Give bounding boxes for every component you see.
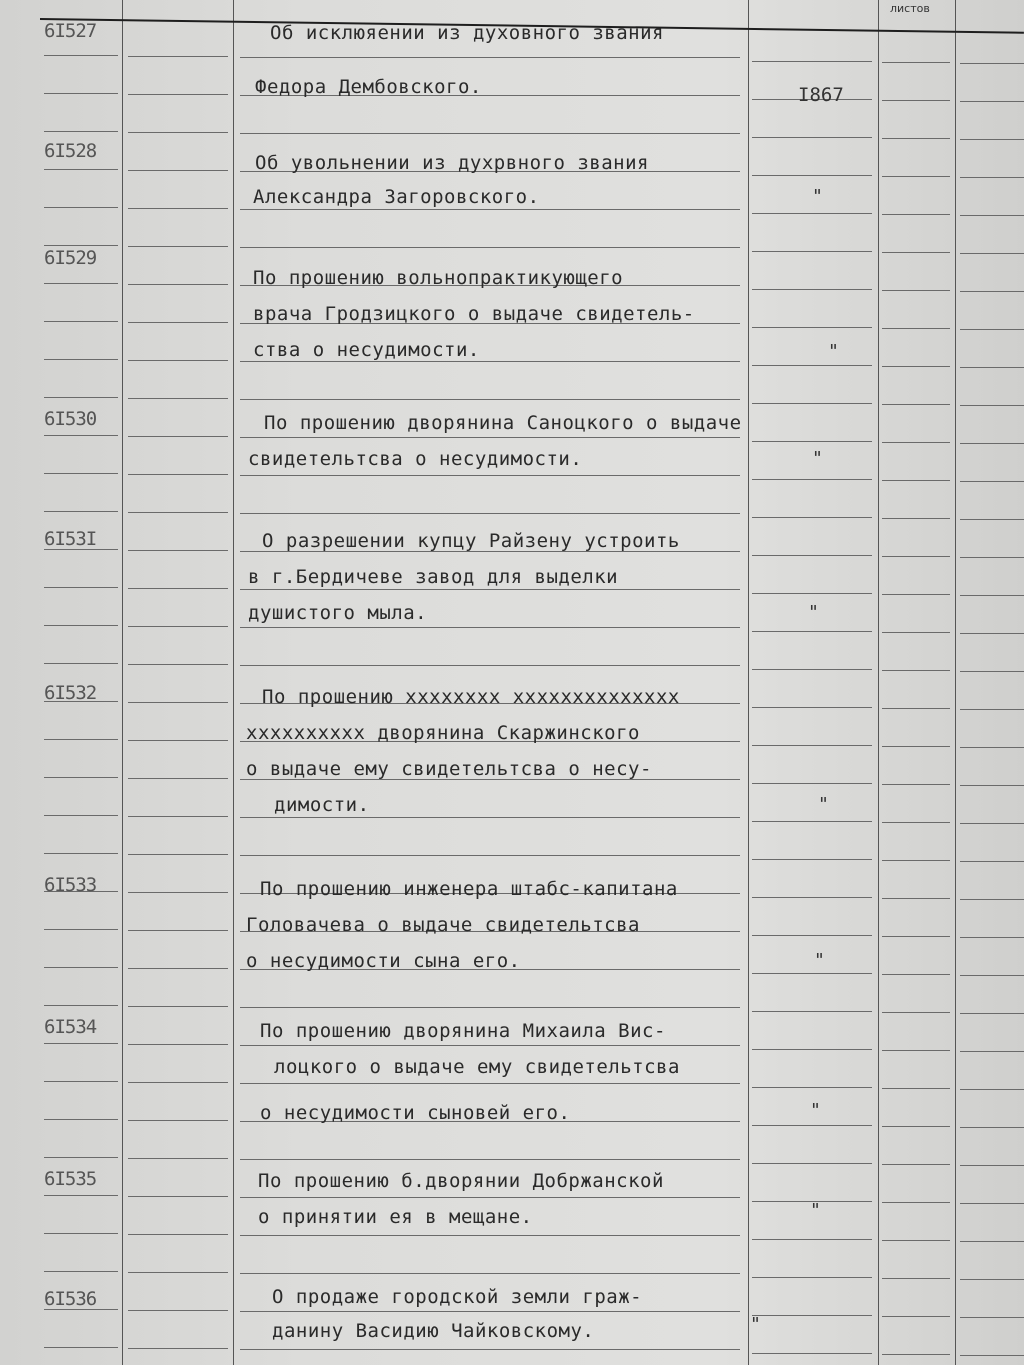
- entry-title-line: душистого мыла.: [248, 602, 428, 624]
- ruled-line: [960, 671, 1024, 672]
- ruled-line: [44, 1271, 118, 1272]
- entry-title-line: о несудимости сына его.: [246, 950, 521, 972]
- ruled-line: [882, 898, 950, 899]
- ruled-line: [960, 1127, 1024, 1128]
- ruled-line: [44, 245, 118, 246]
- ruled-line: [882, 366, 950, 367]
- ruled-line: [128, 512, 228, 513]
- ruled-line: [44, 815, 118, 816]
- ruled-line: [882, 974, 950, 975]
- ruled-line: [44, 131, 118, 132]
- ruled-line: [44, 1157, 118, 1158]
- ruled-line: [882, 176, 950, 177]
- ruled-line: [128, 1234, 228, 1235]
- ditto-mark: ": [814, 950, 825, 971]
- ruled-line: [960, 747, 1024, 748]
- ruled-line: [44, 739, 118, 740]
- ruled-line: [960, 367, 1024, 368]
- column-divider: [878, 0, 879, 1365]
- ruled-line: [128, 892, 228, 893]
- ruled-line: [752, 1315, 872, 1316]
- case-number: 6I532: [44, 682, 97, 704]
- ruled-line: [128, 94, 228, 95]
- ruled-line: [44, 625, 118, 626]
- ruled-line: [128, 56, 228, 57]
- ruled-line: [960, 1355, 1024, 1356]
- ruled-line: [882, 1164, 950, 1165]
- ruled-line: [960, 1013, 1024, 1014]
- case-number: 6I530: [44, 408, 97, 430]
- ruled-line: [44, 967, 118, 968]
- ruled-line: [752, 1277, 872, 1278]
- ruled-line: [960, 823, 1024, 824]
- entry-title-line: По прошению инженера штабс-капитана: [260, 878, 678, 900]
- ruled-line: [960, 1203, 1024, 1204]
- ditto-mark: ": [812, 448, 823, 469]
- ruled-line: [44, 1119, 118, 1120]
- ruled-line: [128, 664, 228, 665]
- ruled-line: [882, 214, 950, 215]
- ruled-line: [240, 361, 740, 362]
- ruled-line: [752, 1011, 872, 1012]
- ruled-line: [128, 322, 228, 323]
- ruled-line: [960, 937, 1024, 938]
- ruled-line: [128, 740, 228, 741]
- ruled-line: [752, 365, 872, 366]
- case-number: 6I527: [44, 20, 97, 42]
- ruled-line: [128, 398, 228, 399]
- entry-title-line: По прошению дворянина Михаила Вис-: [260, 1020, 666, 1042]
- ruled-line: [752, 973, 872, 974]
- ruled-line: [960, 785, 1024, 786]
- ruled-line: [128, 626, 228, 627]
- column-divider: [748, 0, 749, 1365]
- case-number: 6I533: [44, 874, 97, 896]
- ditto-mark: ": [818, 794, 829, 815]
- entry-title-line: По прошению б.дворянии Добржанской: [258, 1170, 664, 1192]
- ruled-line: [44, 93, 118, 94]
- ruled-line: [752, 175, 872, 176]
- ruled-line: [960, 519, 1024, 520]
- entry-title-line: Александра Загоровского.: [253, 186, 540, 208]
- ruled-line: [960, 253, 1024, 254]
- entry-title-line: О продаже городской земли граж-: [272, 1286, 643, 1308]
- ruled-line: [128, 246, 228, 247]
- ditto-mark: ": [812, 186, 823, 207]
- ruled-line: [128, 436, 228, 437]
- ruled-line: [882, 62, 950, 63]
- ruled-line: [128, 474, 228, 475]
- ruled-line: [882, 252, 950, 253]
- ruled-line: [752, 631, 872, 632]
- ruled-line: [128, 284, 228, 285]
- ruled-line: [960, 1051, 1024, 1052]
- ruled-line: [44, 1233, 118, 1234]
- ruled-line: [882, 1088, 950, 1089]
- ruled-line: [240, 817, 740, 818]
- ruled-line: [240, 247, 740, 248]
- ruled-line: [240, 475, 740, 476]
- ruled-line: [960, 405, 1024, 406]
- ruled-line: [128, 1006, 228, 1007]
- ruled-line: [752, 859, 872, 860]
- entry-title-line: ства о несудимости.: [253, 339, 480, 361]
- ruled-line: [960, 557, 1024, 558]
- ruled-line: [128, 132, 228, 133]
- ruled-line: [128, 550, 228, 551]
- ruled-line: [44, 587, 118, 588]
- ruled-line: [752, 61, 872, 62]
- ruled-line: [240, 133, 740, 134]
- ruled-line: [128, 1348, 228, 1349]
- ruled-line: [882, 670, 950, 671]
- entry-title-line: о принятии ея в мещане.: [258, 1206, 533, 1228]
- ruled-line: [240, 665, 740, 666]
- ruled-line: [240, 589, 740, 590]
- ruled-line: [882, 746, 950, 747]
- ruled-line: [240, 1273, 740, 1274]
- ruled-line: [752, 327, 872, 328]
- ruled-line: [882, 936, 950, 937]
- entry-title-line: о выдаче ему свидетельтсва о несу-: [246, 758, 652, 780]
- ruled-line: [882, 138, 950, 139]
- ruled-line: [960, 1089, 1024, 1090]
- ditto-mark: ": [828, 341, 839, 362]
- ruled-line: [128, 360, 228, 361]
- ruled-line: [128, 930, 228, 931]
- ruled-line: [882, 1012, 950, 1013]
- column-divider: [122, 0, 123, 1365]
- ditto-mark: ": [808, 602, 819, 623]
- ruled-line: [44, 283, 118, 284]
- ruled-line: [960, 139, 1024, 140]
- ruled-line: [752, 707, 872, 708]
- ruled-line: [44, 55, 118, 56]
- ruled-line: [882, 480, 950, 481]
- entry-title-line: о несудимости сыновей его.: [260, 1102, 571, 1124]
- case-number: 6I528: [44, 140, 97, 162]
- ruled-line: [240, 1007, 740, 1008]
- ruled-line: [882, 632, 950, 633]
- ruled-line: [882, 518, 950, 519]
- entry-title-line: димости.: [274, 794, 370, 816]
- ruled-line: [240, 1045, 740, 1046]
- ruled-line: [240, 627, 740, 628]
- case-number: 6I529: [44, 247, 97, 269]
- ruled-line: [44, 359, 118, 360]
- ruled-line: [128, 1082, 228, 1083]
- ruled-line: [752, 935, 872, 936]
- ruled-line: [960, 595, 1024, 596]
- entry-title-line: О разрешении купцу Райзену устроить: [262, 530, 680, 552]
- ruled-line: [752, 555, 872, 556]
- ditto-mark: ": [810, 1100, 821, 1121]
- ruled-line: [960, 177, 1024, 178]
- ruled-line: [752, 1163, 872, 1164]
- entry-title-line: данину Васидию Чайковскому.: [272, 1320, 595, 1342]
- ruled-line: [960, 101, 1024, 102]
- ruled-line: [240, 1235, 740, 1236]
- ruled-line: [240, 1349, 740, 1350]
- ruled-line: [44, 207, 118, 208]
- entry-title-line: xxxxxxxxxх дворянина Скаржинского: [246, 722, 640, 744]
- ruled-line: [240, 855, 740, 856]
- ruled-line: [960, 861, 1024, 862]
- ruled-line: [752, 669, 872, 670]
- ruled-line: [882, 1354, 950, 1355]
- ruled-line: [44, 663, 118, 664]
- ruled-line: [128, 1044, 228, 1045]
- ruled-line: [240, 399, 740, 400]
- ditto-mark: ": [750, 1314, 761, 1335]
- ruled-line: [128, 588, 228, 589]
- ruled-line: [882, 290, 950, 291]
- ruled-line: [128, 968, 228, 969]
- ruled-line: [44, 435, 118, 436]
- ruled-line: [128, 1310, 228, 1311]
- ruled-line: [882, 442, 950, 443]
- ruled-line: [128, 702, 228, 703]
- case-number: 6I534: [44, 1016, 97, 1038]
- case-number: 6I535: [44, 1168, 97, 1190]
- ruled-line: [752, 1353, 872, 1354]
- column-divider: [233, 0, 234, 1365]
- ruled-line: [44, 1081, 118, 1082]
- ruled-line: [240, 1311, 740, 1312]
- ruled-line: [44, 1005, 118, 1006]
- ruled-line: [882, 556, 950, 557]
- ruled-line: [960, 329, 1024, 330]
- ruled-line: [882, 100, 950, 101]
- ruled-line: [960, 215, 1024, 216]
- case-number: 6I53I: [44, 528, 97, 550]
- ruled-line: [882, 594, 950, 595]
- ruled-line: [240, 1197, 740, 1198]
- ruled-line: [128, 854, 228, 855]
- entry-title-line: По прошению дворянина Саноцкого о выдаче: [264, 412, 742, 434]
- ruled-line: [752, 593, 872, 594]
- entry-title-line: Головачева о выдаче свидетельтсва: [246, 914, 640, 936]
- entry-title-line: Федора Дембовского.: [255, 76, 482, 98]
- pages-column-header: листов: [890, 2, 930, 15]
- entry-title-line: лоцкого о выдаче ему свидетельтсва: [274, 1056, 680, 1078]
- column-divider: [955, 0, 956, 1365]
- ruled-line: [752, 821, 872, 822]
- ruled-line: [882, 1240, 950, 1241]
- ruled-line: [44, 1043, 118, 1044]
- ruled-line: [960, 443, 1024, 444]
- entry-title-line: Об исклюяении из духовного звания: [270, 22, 664, 44]
- ruled-line: [44, 473, 118, 474]
- ruled-line: [128, 778, 228, 779]
- ruled-line: [752, 1049, 872, 1050]
- ruled-line: [752, 213, 872, 214]
- ruled-line: [752, 897, 872, 898]
- ruled-line: [44, 397, 118, 398]
- ruled-line: [752, 783, 872, 784]
- ruled-line: [960, 1317, 1024, 1318]
- ruled-line: [128, 1272, 228, 1273]
- ruled-line: [240, 209, 740, 210]
- ruled-line: [882, 1126, 950, 1127]
- ruled-line: [882, 404, 950, 405]
- ruled-line: [882, 1316, 950, 1317]
- ruled-line: [752, 289, 872, 290]
- entry-title-line: По прошению xxxxxxxx xxxxxxxxxxxxxx: [262, 686, 680, 708]
- ruled-line: [240, 513, 740, 514]
- ruled-line: [752, 137, 872, 138]
- ruled-line: [960, 481, 1024, 482]
- ruled-line: [128, 1158, 228, 1159]
- ruled-line: [960, 291, 1024, 292]
- ruled-line: [752, 251, 872, 252]
- ruled-line: [882, 860, 950, 861]
- entry-year: I867: [798, 84, 844, 106]
- ruled-line: [44, 321, 118, 322]
- ruled-line: [960, 63, 1024, 64]
- ruled-line: [752, 479, 872, 480]
- ruled-line: [44, 853, 118, 854]
- ruled-line: [752, 1125, 872, 1126]
- ruled-line: [960, 633, 1024, 634]
- ruled-line: [752, 745, 872, 746]
- ruled-line: [882, 1278, 950, 1279]
- case-number: 6I536: [44, 1288, 97, 1310]
- ditto-mark: ": [810, 1200, 821, 1221]
- ruled-line: [44, 1195, 118, 1196]
- ruled-line: [128, 170, 228, 171]
- ruled-line: [882, 328, 950, 329]
- ruled-line: [128, 208, 228, 209]
- ruled-line: [752, 1087, 872, 1088]
- ruled-line: [752, 1239, 872, 1240]
- ruled-line: [44, 777, 118, 778]
- ruled-line: [882, 1050, 950, 1051]
- ruled-line: [882, 822, 950, 823]
- ruled-line: [240, 437, 740, 438]
- ruled-line: [128, 816, 228, 817]
- ruled-line: [44, 929, 118, 930]
- ruled-line: [128, 1120, 228, 1121]
- ruled-line: [960, 709, 1024, 710]
- entry-title-line: в г.Бердичеве завод для выделки: [248, 566, 619, 588]
- ruled-line: [752, 403, 872, 404]
- entry-title-line: свидетельтсва о несудимости.: [248, 448, 583, 470]
- ruled-line: [752, 517, 872, 518]
- ruled-line: [882, 708, 950, 709]
- ruled-line: [44, 511, 118, 512]
- ruled-line: [960, 1165, 1024, 1166]
- entry-title-line: Об увольнении из духрвного звания: [255, 152, 649, 174]
- entry-title-line: По прошению вольнопрактикующего: [253, 267, 624, 289]
- ruled-line: [752, 441, 872, 442]
- ruled-line: [240, 1159, 740, 1160]
- ruled-line: [882, 784, 950, 785]
- ruled-line: [240, 1083, 740, 1084]
- ruled-line: [128, 1196, 228, 1197]
- entry-title-line: врача Гродзицкого о выдаче свидетель-: [253, 303, 695, 325]
- ruled-line: [960, 1241, 1024, 1242]
- ruled-line: [960, 899, 1024, 900]
- ruled-line: [44, 1347, 118, 1348]
- ruled-line: [960, 975, 1024, 976]
- ruled-line: [882, 1202, 950, 1203]
- ruled-line: [240, 57, 740, 58]
- ruled-line: [44, 169, 118, 170]
- ruled-line: [960, 1279, 1024, 1280]
